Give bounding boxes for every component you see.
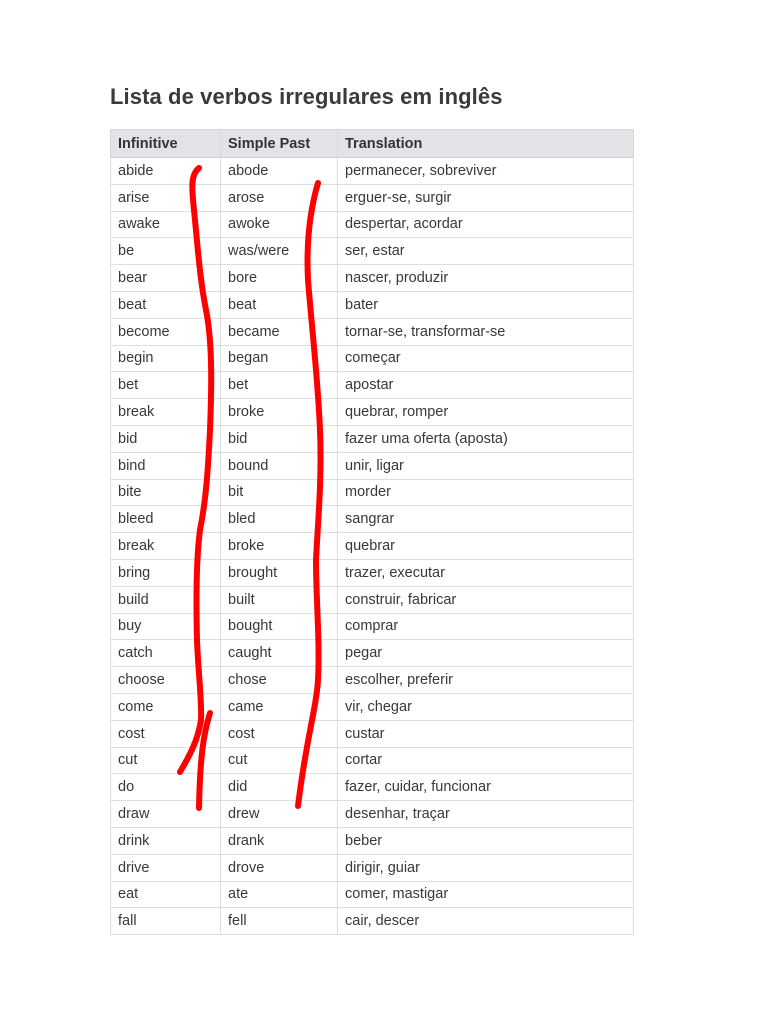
infinitive-cell: choose: [111, 667, 221, 694]
table-row: [111, 640, 634, 667]
translation-cell: cair, descer: [338, 908, 634, 935]
header-infinitive: Infinitive: [111, 130, 221, 158]
infinitive-cell: cost: [111, 720, 221, 747]
simple-past-cell: became: [221, 318, 338, 345]
table-row: [111, 318, 634, 345]
simple-past-cell: came: [221, 693, 338, 720]
translation-cell: nascer, produzir: [338, 265, 634, 292]
infinitive-cell: draw: [111, 801, 221, 828]
table-body: [111, 158, 634, 935]
infinitive-cell: bite: [111, 479, 221, 506]
table-row: [111, 586, 634, 613]
infinitive-cell: bid: [111, 425, 221, 452]
page-title: Lista de verbos irregulares em inglês: [110, 84, 503, 109]
table-row: [111, 854, 634, 881]
simple-past-cell: bid: [221, 425, 338, 452]
translation-cell: quebrar: [338, 533, 634, 560]
table-row: [111, 291, 634, 318]
simple-past-cell: broke: [221, 533, 338, 560]
infinitive-cell: do: [111, 774, 221, 801]
irregular-verbs-table: [110, 129, 634, 935]
translation-cell: unir, ligar: [338, 452, 634, 479]
simple-past-cell: bled: [221, 506, 338, 533]
table-row: [111, 908, 634, 935]
table-row: [111, 506, 634, 533]
header-translation: Translation: [338, 130, 634, 158]
table-row: [111, 613, 634, 640]
translation-cell: construir, fabricar: [338, 586, 634, 613]
header-simple-past: Simple Past: [221, 130, 338, 158]
infinitive-cell: beat: [111, 291, 221, 318]
table-row: [111, 479, 634, 506]
infinitive-cell: bind: [111, 452, 221, 479]
simple-past-cell: was/were: [221, 238, 338, 265]
simple-past-cell: drew: [221, 801, 338, 828]
simple-past-cell: bit: [221, 479, 338, 506]
translation-cell: começar: [338, 345, 634, 372]
translation-cell: apostar: [338, 372, 634, 399]
simple-past-cell: brought: [221, 559, 338, 586]
simple-past-cell: built: [221, 586, 338, 613]
translation-cell: permanecer, sobreviver: [338, 158, 634, 185]
simple-past-cell: fell: [221, 908, 338, 935]
translation-cell: desenhar, traçar: [338, 801, 634, 828]
infinitive-cell: become: [111, 318, 221, 345]
translation-cell: escolher, preferir: [338, 667, 634, 694]
translation-cell: quebrar, romper: [338, 399, 634, 426]
table-header-row: [111, 130, 634, 158]
table-row: [111, 238, 634, 265]
translation-cell: beber: [338, 827, 634, 854]
table-row: [111, 533, 634, 560]
infinitive-cell: bet: [111, 372, 221, 399]
infinitive-cell: arise: [111, 184, 221, 211]
table-row: [111, 372, 634, 399]
translation-cell: cortar: [338, 747, 634, 774]
simple-past-cell: did: [221, 774, 338, 801]
table-row: [111, 559, 634, 586]
translation-cell: erguer-se, surgir: [338, 184, 634, 211]
translation-cell: trazer, executar: [338, 559, 634, 586]
table-row: [111, 425, 634, 452]
simple-past-cell: cut: [221, 747, 338, 774]
infinitive-cell: awake: [111, 211, 221, 238]
infinitive-cell: catch: [111, 640, 221, 667]
translation-cell: morder: [338, 479, 634, 506]
infinitive-cell: begin: [111, 345, 221, 372]
simple-past-cell: chose: [221, 667, 338, 694]
table-row: [111, 452, 634, 479]
infinitive-cell: buy: [111, 613, 221, 640]
table-row: [111, 345, 634, 372]
table-row: [111, 158, 634, 185]
translation-cell: tornar-se, transformar-se: [338, 318, 634, 345]
simple-past-cell: ate: [221, 881, 338, 908]
table-row: [111, 881, 634, 908]
translation-cell: fazer uma oferta (aposta): [338, 425, 634, 452]
simple-past-cell: bound: [221, 452, 338, 479]
simple-past-cell: broke: [221, 399, 338, 426]
infinitive-cell: drink: [111, 827, 221, 854]
infinitive-cell: bleed: [111, 506, 221, 533]
simple-past-cell: bore: [221, 265, 338, 292]
table-row: [111, 399, 634, 426]
table-row: [111, 184, 634, 211]
infinitive-cell: bring: [111, 559, 221, 586]
translation-cell: fazer, cuidar, funcionar: [338, 774, 634, 801]
simple-past-cell: cost: [221, 720, 338, 747]
simple-past-cell: drove: [221, 854, 338, 881]
infinitive-cell: come: [111, 693, 221, 720]
infinitive-cell: be: [111, 238, 221, 265]
translation-cell: bater: [338, 291, 634, 318]
simple-past-cell: beat: [221, 291, 338, 318]
simple-past-cell: began: [221, 345, 338, 372]
table-row: [111, 801, 634, 828]
table-row: [111, 667, 634, 694]
simple-past-cell: bet: [221, 372, 338, 399]
infinitive-cell: bear: [111, 265, 221, 292]
translation-cell: vir, chegar: [338, 693, 634, 720]
simple-past-cell: drank: [221, 827, 338, 854]
translation-cell: comprar: [338, 613, 634, 640]
infinitive-cell: drive: [111, 854, 221, 881]
simple-past-cell: awoke: [221, 211, 338, 238]
translation-cell: pegar: [338, 640, 634, 667]
table-row: [111, 693, 634, 720]
table-row: [111, 774, 634, 801]
infinitive-cell: eat: [111, 881, 221, 908]
translation-cell: sangrar: [338, 506, 634, 533]
translation-cell: dirigir, guiar: [338, 854, 634, 881]
table-row: [111, 265, 634, 292]
infinitive-cell: abide: [111, 158, 221, 185]
table-row: [111, 827, 634, 854]
table-row: [111, 211, 634, 238]
translation-cell: custar: [338, 720, 634, 747]
infinitive-cell: build: [111, 586, 221, 613]
infinitive-cell: break: [111, 533, 221, 560]
simple-past-cell: bought: [221, 613, 338, 640]
simple-past-cell: caught: [221, 640, 338, 667]
infinitive-cell: fall: [111, 908, 221, 935]
translation-cell: ser, estar: [338, 238, 634, 265]
table-row: [111, 747, 634, 774]
translation-cell: despertar, acordar: [338, 211, 634, 238]
infinitive-cell: break: [111, 399, 221, 426]
simple-past-cell: abode: [221, 158, 338, 185]
translation-cell: comer, mastigar: [338, 881, 634, 908]
simple-past-cell: arose: [221, 184, 338, 211]
infinitive-cell: cut: [111, 747, 221, 774]
table-row: [111, 720, 634, 747]
